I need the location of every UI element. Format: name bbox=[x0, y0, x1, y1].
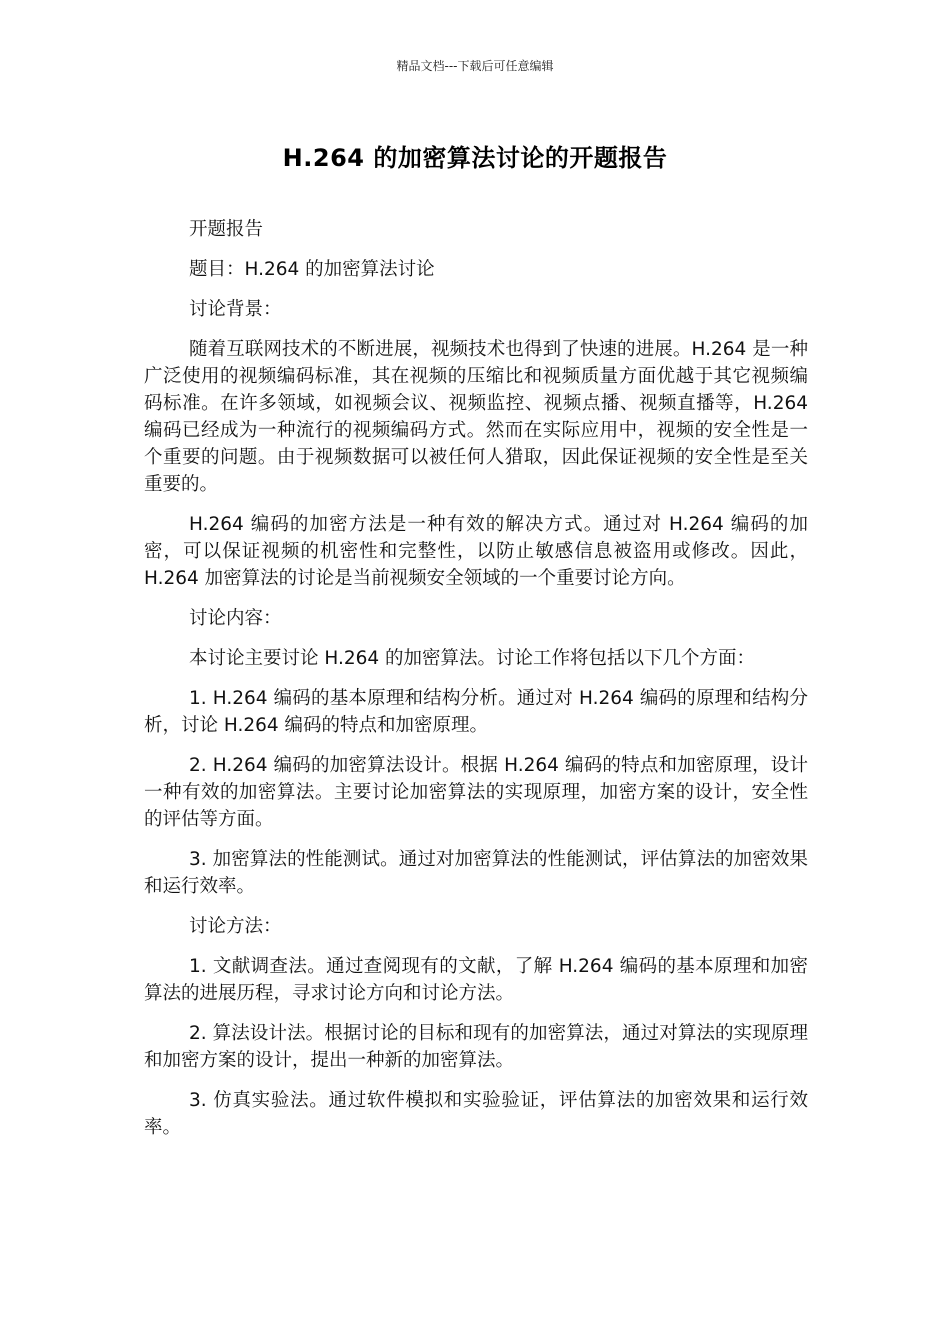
paragraph-method-item-3: 3. 仿真实验法。通过软件模拟和实验验证，评估算法的加密效果和运行效率。 bbox=[144, 1090, 808, 1138]
paragraph-method-item-2: 2. 算法设计法。根据讨论的目标和现有的加密算法，通过对算法的实现原理和加密方案的设计，提出一种新的加密算法。 bbox=[144, 1023, 808, 1071]
paragraph-content-item-2: 2. H.264 编码的加密算法设计。根据 H.264 编码的特点和加密原理，设计一种有效的加密算法。主要讨论加密算法的实现原理，加密方案的设计，安全性的评估等方面。 bbox=[144, 755, 808, 830]
page-header: 精品文档---下载后可任意编辑 bbox=[396, 59, 554, 73]
paragraph-topic: 题目：H.264 的加密算法讨论 bbox=[189, 259, 435, 280]
paragraph-method-item-1: 1. 文献调查法。通过查阅现有的文献，了解 H.264 编码的基本原理和加密算法的进展历程，寻求讨论方向和讨论方法。 bbox=[144, 956, 808, 1004]
paragraph-content-intro: 本讨论主要讨论 H.264 的加密算法。讨论工作将包括以下几个方面： bbox=[189, 648, 756, 669]
document-title: H.264 的加密算法讨论的开题报告 bbox=[282, 144, 668, 172]
paragraph-method-heading: 讨论方法： bbox=[189, 916, 282, 937]
paragraph-content-heading: 讨论内容： bbox=[189, 608, 282, 629]
paragraph-content-item-1: 1. H.264 编码的基本原理和结构分析。通过对 H.264 编码的原理和结构分析，讨论 H.264 编码的特点和加密原理。 bbox=[144, 688, 808, 736]
paragraph-report-label: 开题报告 bbox=[189, 219, 264, 240]
paragraph-content-item-3: 3. 加密算法的性能测试。通过对加密算法的性能测试，评估算法的加密效果和运行效率。 bbox=[144, 849, 808, 897]
paragraph-background-heading: 讨论背景： bbox=[189, 299, 282, 320]
document-body bbox=[144, 216, 808, 1154]
paragraph-background-2: H.264 编码的加密方法是一种有效的解决方式。通过对 H.264 编码的加密，可以保证视频的机密性和完整性，以防止敏感信息被盗用或修改。因此，H.264 加密算法的讨论是当前视频安全领域的一个重要讨论方向。 bbox=[144, 514, 808, 589]
paragraph-background-1: 随着互联网技术的不断进展，视频技术也得到了快速的进展。H.264 是一种广泛使用的视频编码标准，其在视频的压缩比和视频质量方面优越于其它视频编码标准。在许多领域，如视频会议、视频监控、视频点播、视频直播等，H.264 编码已经成为一种流行的视频编码方式。然而在实际应用中，视频的安全性是一个重要的问题。由于视频数据可以被任何人猎取，因此保证视频的安全性是至关重要的。 bbox=[144, 339, 808, 495]
